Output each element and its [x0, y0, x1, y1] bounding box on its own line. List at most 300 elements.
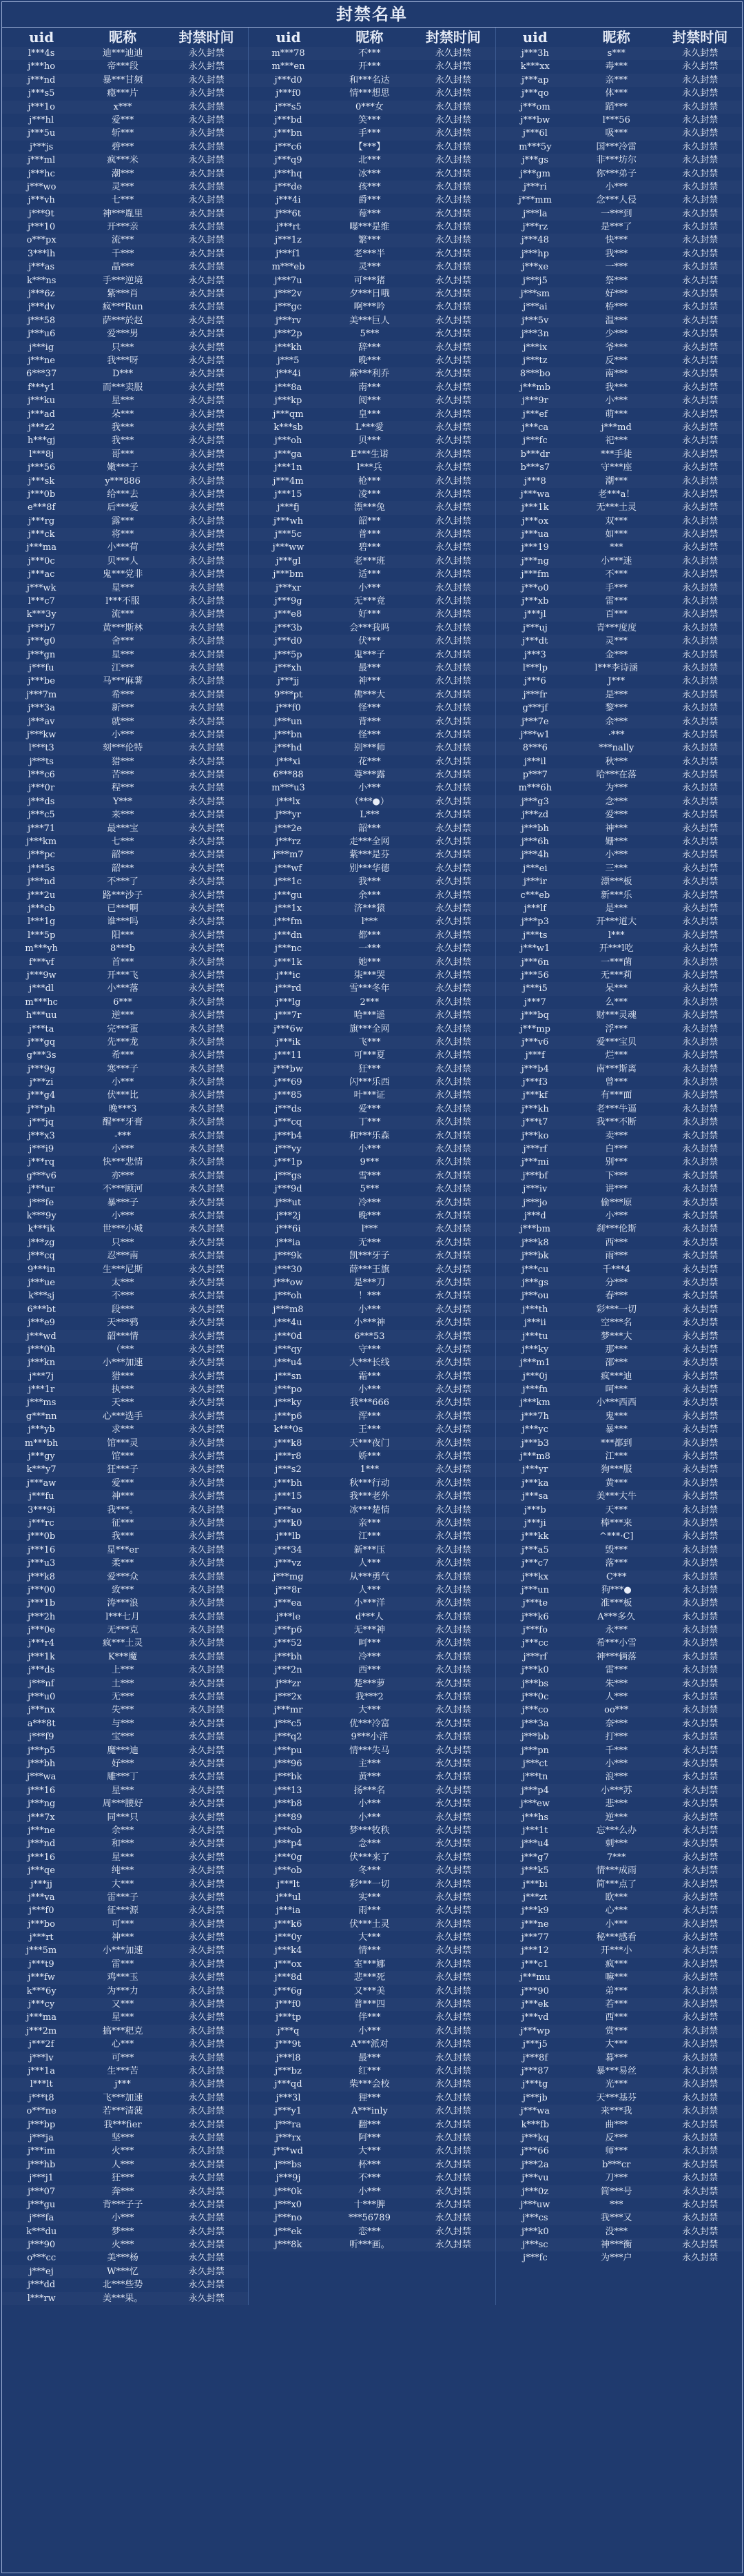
- table-row: [2, 1089, 248, 1102]
- uid-cell: j***fu: [28, 1491, 54, 1502]
- ban-time-cell: 永久封禁: [188, 1157, 225, 1168]
- table-row: [249, 1557, 495, 1570]
- nickname-cell: 我***。: [107, 1504, 138, 1515]
- table-row: [2, 1263, 248, 1276]
- table-row: [496, 862, 742, 875]
- table-row: [2, 1597, 248, 1610]
- table-row: [496, 1063, 742, 1076]
- nickname-cell: 星***: [111, 1785, 134, 1796]
- uid-cell: j***0j: [522, 1371, 548, 1382]
- uid-cell: j***ne: [521, 1919, 549, 1930]
- uid-cell: j***gu: [28, 2199, 56, 2210]
- table-row: [2, 1249, 248, 1263]
- nickname-cell: L***: [360, 810, 380, 821]
- uid-cell: j***3n: [521, 329, 549, 340]
- ban-time-cell: 永久封禁: [682, 1331, 719, 1342]
- table-row: [249, 1183, 495, 1196]
- uid-cell: j***8: [524, 476, 546, 487]
- table-row: [496, 247, 742, 260]
- ban-time-cell: 永久封禁: [188, 810, 225, 821]
- nickname-cell: 疯***: [605, 1959, 628, 1970]
- uid-cell: j***hc: [28, 168, 55, 179]
- uid-cell: j***2m: [26, 2025, 57, 2036]
- table-row: [249, 274, 495, 287]
- ban-time-cell: 永久封禁: [435, 275, 471, 286]
- nickname-cell: 9***小洋: [351, 1732, 389, 1743]
- uid-cell: 6***bt: [27, 1304, 56, 1315]
- ban-time-cell: 永久封禁: [682, 569, 719, 580]
- nickname-cell: 魔***迪: [107, 1745, 138, 1756]
- table-row: [496, 2038, 742, 2051]
- table-row: [2, 1677, 248, 1690]
- nickname-cell: 春***: [605, 1291, 628, 1302]
- table-row: [249, 1757, 495, 1770]
- uid-cell: j***bb: [521, 1732, 549, 1743]
- nickname-cell: 神***: [111, 1491, 134, 1502]
- uid-cell: j***ob: [274, 1825, 302, 1836]
- table-row: [2, 996, 248, 1009]
- ban-time-cell: 永久封禁: [682, 1411, 719, 1422]
- ban-time-cell: 永久封禁: [435, 689, 471, 700]
- uid-cell: j***8f: [522, 2052, 548, 2063]
- table-row: [249, 154, 495, 167]
- uid-cell: l***lp: [522, 662, 548, 673]
- nickname-cell: 雪***: [358, 1170, 381, 1181]
- table-row: [2, 300, 248, 314]
- uid-cell: j***ne: [28, 355, 55, 366]
- table-row: [496, 1169, 742, 1183]
- table-row: [2, 1223, 248, 1236]
- ban-time-cell: 永久封禁: [188, 1398, 225, 1409]
- table-row: [496, 1356, 742, 1369]
- ban-time-cell: 永久封禁: [435, 355, 471, 366]
- table-row: [249, 1891, 495, 1904]
- ban-time-cell: 永久封禁: [435, 810, 471, 821]
- ban-time-cell: 永久封禁: [682, 983, 719, 994]
- nickname-cell: 双***: [605, 515, 628, 527]
- table-row: [249, 648, 495, 662]
- ban-time-cell: 永久封禁: [682, 1985, 719, 1996]
- ban-time-cell: 永久封禁: [682, 1170, 719, 1181]
- table-row: [2, 1063, 248, 1076]
- uid-cell: j***bm: [273, 569, 304, 580]
- uid-cell: j***7x: [28, 1812, 55, 1823]
- table-row: [496, 942, 742, 955]
- table-row: [2, 141, 248, 154]
- ban-time-cell: 永久封禁: [682, 676, 719, 687]
- uid-cell: l***4s: [28, 48, 55, 59]
- ban-time-cell: 永久封禁: [435, 2132, 471, 2143]
- uid-cell: j***aw: [26, 1478, 56, 1489]
- uid-cell: j***km: [26, 837, 57, 848]
- ban-time-cell: 永久封禁: [435, 1277, 471, 1288]
- uid-cell: j***k0: [521, 2226, 549, 2237]
- nickname-cell: 曝***是维: [349, 222, 390, 233]
- table-row: [2, 1504, 248, 1517]
- uid-cell: j***zg: [28, 1237, 55, 1248]
- table-row: [249, 1423, 495, 1436]
- uid-cell: j***4m: [273, 476, 304, 487]
- ban-time-cell: 永久封禁: [682, 1197, 719, 1208]
- ban-time-cell: 永久封禁: [435, 1745, 471, 1756]
- nickname-cell: ·***: [608, 729, 625, 740]
- nickname-cell: 美***杨: [107, 2253, 138, 2264]
- nickname-cell: 没***: [605, 2226, 628, 2237]
- uid-cell: j***lf: [524, 903, 547, 914]
- uid-cell: j***ng: [521, 555, 549, 566]
- ban-time-cell: 永久封禁: [682, 155, 719, 166]
- uid-cell: m***en: [271, 61, 305, 72]
- uid-cell: j***rz: [276, 837, 301, 848]
- nickname-cell: 守***: [358, 1344, 381, 1355]
- uid-cell: j***oh: [274, 436, 302, 447]
- nickname-cell: 神***: [111, 1932, 134, 1943]
- ban-time-cell: 永久封禁: [188, 302, 225, 313]
- ban-time-cell: 永久封禁: [435, 1785, 471, 1796]
- table-row: [2, 1490, 248, 1503]
- uid-cell: j***kh: [274, 342, 302, 353]
- table-row: [2, 2092, 248, 2105]
- uid-cell: j***34: [274, 1544, 302, 1555]
- ban-time-cell: 永久封禁: [682, 489, 719, 500]
- table-row: [496, 969, 742, 982]
- ban-time-cell: 永久封禁: [188, 2052, 225, 2063]
- table-row: [249, 1330, 495, 1343]
- nickname-cell: 背***: [358, 716, 381, 727]
- ban-time-cell: 永久封禁: [682, 2119, 719, 2130]
- table-row: [496, 1490, 742, 1503]
- table-row: [249, 848, 495, 861]
- nickname-cell: 嘛***: [605, 1972, 628, 1983]
- uid-cell: j***iv: [523, 1184, 548, 1195]
- nickname-cell: 小***荷: [107, 542, 138, 553]
- uid-cell: j***p4: [521, 1785, 549, 1796]
- uid-cell: j***ct: [522, 1759, 548, 1769]
- uid-cell: j***d0: [274, 636, 302, 647]
- uid-cell: j***6l: [522, 128, 548, 139]
- table-row: [2, 715, 248, 728]
- ban-time-cell: 永久封禁: [188, 88, 225, 99]
- table-row: [496, 2065, 742, 2078]
- nickname-cell: 小***洋: [353, 1598, 386, 1609]
- nickname-cell: 别***师: [353, 743, 386, 754]
- uid-cell: j***12: [521, 1945, 549, 1956]
- nickname-cell: 天***鸦: [107, 1318, 138, 1329]
- table-row: [496, 2211, 742, 2225]
- table-row: [496, 167, 742, 181]
- nickname-cell: 流***: [111, 609, 134, 620]
- uid-cell: 9***pt: [273, 689, 303, 700]
- uid-cell: b***dr: [520, 449, 550, 460]
- table-row: [2, 2225, 248, 2238]
- table-row: [2, 1824, 248, 1837]
- uid-cell: j***rt: [276, 222, 300, 233]
- nickname-cell: ***手徒: [600, 449, 632, 460]
- table-row: [2, 2265, 248, 2278]
- table-row: [496, 755, 742, 768]
- nickname-cell: 梦***牧秩: [349, 1825, 390, 1836]
- nickname-cell: 西***: [605, 2012, 628, 2023]
- nickname-cell: 小***: [605, 396, 628, 407]
- nickname-cell: 暴***子: [107, 1197, 138, 1208]
- ban-time-cell: 永久封禁: [682, 1451, 719, 1462]
- nickname-cell: 悲***: [605, 1799, 628, 1810]
- table-row: [249, 1410, 495, 1423]
- uid-cell: j***fa: [29, 2213, 54, 2224]
- nickname-cell: l***: [361, 917, 378, 928]
- uid-cell: j***ma: [26, 542, 56, 553]
- ban-time-cell: 永久封禁: [435, 1504, 471, 1515]
- table-row: [249, 1289, 495, 1302]
- nickname-cell: 我***: [111, 422, 134, 433]
- nickname-cell: 执***: [111, 1384, 134, 1396]
- ban-time-cell: 永久封禁: [188, 636, 225, 647]
- table-row: [249, 1797, 495, 1810]
- nickname-cell: 为***户: [600, 2253, 632, 2264]
- uid-cell: o***cc: [27, 2253, 56, 2264]
- ban-time-cell: 永久封禁: [682, 409, 719, 420]
- nickname-cell: 求***: [111, 1424, 134, 1435]
- nickname-cell: 手***逆境: [102, 275, 143, 286]
- nickname-cell: 斩***: [111, 128, 134, 139]
- nickname-cell: 秋***: [605, 756, 628, 767]
- ban-time-cell: 永久封禁: [682, 756, 719, 767]
- table-row: [496, 675, 742, 688]
- table-row: [496, 448, 742, 461]
- ban-time-cell: 永久封禁: [435, 1063, 471, 1074]
- uid-cell: j***nf: [28, 1678, 54, 1689]
- table-row: [249, 1677, 495, 1690]
- nickname-cell: 与***: [111, 1718, 134, 1729]
- nickname-cell: 余***: [358, 890, 381, 901]
- ban-time-cell: 永久封禁: [682, 1959, 719, 1970]
- ban-time-cell: 永久封禁: [188, 1411, 225, 1422]
- nickname-cell: 爵***: [358, 195, 381, 206]
- uid-cell: j***wd: [26, 1331, 56, 1342]
- table-row: [496, 274, 742, 287]
- table-row: [2, 1169, 248, 1183]
- nickname-cell: 闪***乐西: [349, 1077, 390, 1088]
- ban-time-cell: 永久封禁: [188, 289, 225, 300]
- uid-cell: j***rt: [29, 1932, 54, 1943]
- table-row: [496, 475, 742, 488]
- table-row: [2, 862, 248, 875]
- nickname-cell: 西***: [605, 1237, 628, 1248]
- nickname-cell: 卖***: [605, 1130, 628, 1141]
- ban-time-cell: 永久封禁: [682, 1839, 719, 1850]
- uid-cell: 6***37: [26, 369, 57, 380]
- ban-time-cell: 永久封禁: [435, 1010, 471, 1021]
- uid-cell: c***eb: [520, 890, 550, 901]
- table-row: [2, 1650, 248, 1664]
- table-row: [249, 768, 495, 781]
- nickname-cell: 听***画。: [349, 2240, 390, 2251]
- uid-cell: j***ii: [524, 1318, 546, 1329]
- ban-time-header: 封禁时间: [425, 29, 481, 45]
- uid-cell: j***tu: [522, 1331, 548, 1342]
- uid-cell: j***nd: [28, 74, 56, 85]
- ban-time-cell: 永久封禁: [682, 850, 719, 861]
- nickname-cell: 我***: [111, 436, 134, 447]
- table-row: [249, 1116, 495, 1129]
- table-row: [496, 742, 742, 755]
- table-row: [496, 929, 742, 942]
- table-row: [2, 341, 248, 354]
- ban-time-cell: 永久封禁: [682, 2213, 719, 2224]
- nickname-cell: l***兵: [357, 462, 382, 473]
- nickname-cell: 天***夜门: [349, 1438, 390, 1449]
- uid-cell: j***k6: [274, 1919, 302, 1930]
- nickname-cell: 一***: [358, 943, 381, 954]
- uid-cell: j***kk: [521, 1531, 549, 1542]
- table-row: [496, 1023, 742, 1036]
- ban-time-cell: 永久封禁: [682, 1799, 719, 1810]
- uid-cell: j***4i: [276, 369, 301, 380]
- nickname-cell: 朱***: [605, 1678, 628, 1689]
- table-row: [496, 461, 742, 474]
- nickname-cell: 她***: [358, 957, 381, 968]
- uid-cell: j***q2: [274, 1732, 302, 1743]
- table-row: [496, 541, 742, 554]
- nickname-cell: 背***子子: [102, 2199, 143, 2210]
- table-row: [249, 568, 495, 581]
- ban-time-cell: 永久封禁: [435, 74, 471, 85]
- ban-time-cell: 永久封禁: [435, 2240, 471, 2251]
- nickname-cell: 呆***: [605, 983, 628, 994]
- table-row: [496, 1571, 742, 1584]
- table-row: [2, 1517, 248, 1530]
- uid-cell: j***ka: [521, 1478, 549, 1489]
- table-row: [496, 1744, 742, 1757]
- ban-time-cell: 永久封禁: [188, 1879, 225, 1890]
- table-row: [2, 1477, 248, 1490]
- ban-time-cell: 永久封禁: [682, 2025, 719, 2036]
- uid-cell: j***fu: [28, 662, 54, 673]
- nickname-cell: 已***啊: [107, 903, 138, 914]
- table-row: [2, 608, 248, 621]
- uid-cell: j***ej: [29, 2266, 54, 2277]
- table-row: [496, 2132, 742, 2145]
- ban-time-cell: 永久封禁: [188, 1932, 225, 1943]
- table-row: [496, 1330, 742, 1343]
- uid-cell: j***b: [524, 1504, 546, 1515]
- table-row: [2, 2078, 248, 2091]
- uid-cell: j***sn: [275, 1371, 302, 1382]
- ban-time-cell: 永久封禁: [435, 2199, 471, 2210]
- table-row: [2, 127, 248, 140]
- table-row: [2, 889, 248, 902]
- uid-cell: j***ia: [276, 1905, 301, 1916]
- ban-time-cell: 永久封禁: [188, 1224, 225, 1235]
- uid-cell: j***ac: [28, 569, 55, 580]
- uid-cell: j***hp: [521, 248, 549, 259]
- uid-cell: j***16: [28, 1852, 56, 1863]
- nickname-cell: 小***: [358, 1304, 381, 1315]
- nickname-cell: 开***道大: [596, 917, 637, 928]
- uid-cell: j***xi: [276, 756, 301, 767]
- uid-cell: j***52: [274, 1638, 302, 1649]
- uid-cell: j***qe: [28, 1865, 55, 1877]
- nickname-cell: 灵***: [111, 181, 134, 192]
- table-row: [2, 622, 248, 635]
- ban-time-cell: 永久封禁: [682, 1692, 719, 1703]
- nickname-cell: 无***神: [353, 1625, 386, 1636]
- table-row: [249, 956, 495, 969]
- table-row: [2, 2025, 248, 2038]
- ban-time-cell: 永久封禁: [682, 1117, 719, 1128]
- table-row: [249, 2185, 495, 2198]
- ban-time-cell: 永久封禁: [435, 1718, 471, 1729]
- uid-cell: j***w1: [520, 943, 550, 954]
- ban-time-cell: 永久封禁: [188, 1063, 225, 1074]
- ban-time-cell: 永久封禁: [682, 582, 719, 593]
- ban-time-cell: 永久封禁: [188, 1544, 225, 1555]
- nickname-cell: 打***: [605, 1732, 628, 1743]
- uid-cell: k***xx: [520, 61, 550, 72]
- table-row: [496, 1891, 742, 1904]
- table-row: [2, 1690, 248, 1704]
- nickname-cell: 爱***: [111, 1478, 134, 1489]
- uid-cell: j***wh: [273, 515, 304, 527]
- table-row: [496, 1677, 742, 1690]
- ban-time-cell: 永久封禁: [188, 2280, 225, 2291]
- table-row: [2, 434, 248, 447]
- uid-cell: j***qy: [274, 1344, 302, 1355]
- table-row: [496, 835, 742, 848]
- table-row: [2, 781, 248, 795]
- uid-cell: j***bp: [28, 2119, 56, 2130]
- ban-time-cell: 永久封禁: [435, 489, 471, 500]
- nickname-cell: 永***: [605, 1625, 628, 1636]
- ban-time-cell: 永久封禁: [188, 1318, 225, 1329]
- uid-cell: j***0c: [28, 555, 55, 566]
- table-row: [249, 488, 495, 501]
- table-row: [249, 1023, 495, 1036]
- ban-time-cell: 永久封禁: [188, 1865, 225, 1877]
- ban-time-cell: 永久封禁: [188, 2132, 225, 2143]
- nickname-cell: 完***蛋: [107, 1023, 138, 1034]
- uid-cell: j***e8: [274, 609, 302, 620]
- uid-cell: j***bn: [274, 729, 302, 740]
- ban-time-cell: 永久封禁: [435, 1839, 471, 1850]
- uid-cell: j***tg: [522, 2079, 548, 2090]
- uid-cell: j***kn: [28, 1358, 56, 1369]
- ban-time-cell: 永久封禁: [188, 1371, 225, 1382]
- nickname-cell: 程***: [111, 783, 134, 794]
- ban-time-cell: 永久封禁: [188, 1517, 225, 1529]
- uid-cell: j***p3: [521, 917, 549, 928]
- uid-cell: j***ck: [28, 529, 55, 540]
- ban-time-cell: 永久封禁: [435, 957, 471, 968]
- table-row: [496, 1770, 742, 1783]
- table-row: [249, 1624, 495, 1637]
- uid-cell: j***gq: [28, 1036, 56, 1047]
- nickname-cell: 我***fier: [103, 2119, 142, 2130]
- nickname-cell: ***56789: [348, 2213, 391, 2224]
- uid-cell: j***1o: [28, 101, 55, 112]
- uid-cell: j***p4: [274, 1839, 302, 1850]
- nickname-cell: 韶***: [111, 863, 134, 874]
- uid-cell: j***ph: [28, 1103, 56, 1114]
- nickname-cell: 7***: [606, 1852, 626, 1863]
- table-row: [249, 314, 495, 327]
- ban-time-cell: 永久封禁: [435, 1517, 471, 1529]
- table-row: [2, 1316, 248, 1329]
- uid-cell: j***0b: [28, 1531, 56, 1542]
- nickname-cell: 麻***利乔: [349, 369, 390, 380]
- ban-time-cell: 永久封禁: [188, 262, 225, 273]
- ban-time-cell: 永久封禁: [682, 422, 719, 433]
